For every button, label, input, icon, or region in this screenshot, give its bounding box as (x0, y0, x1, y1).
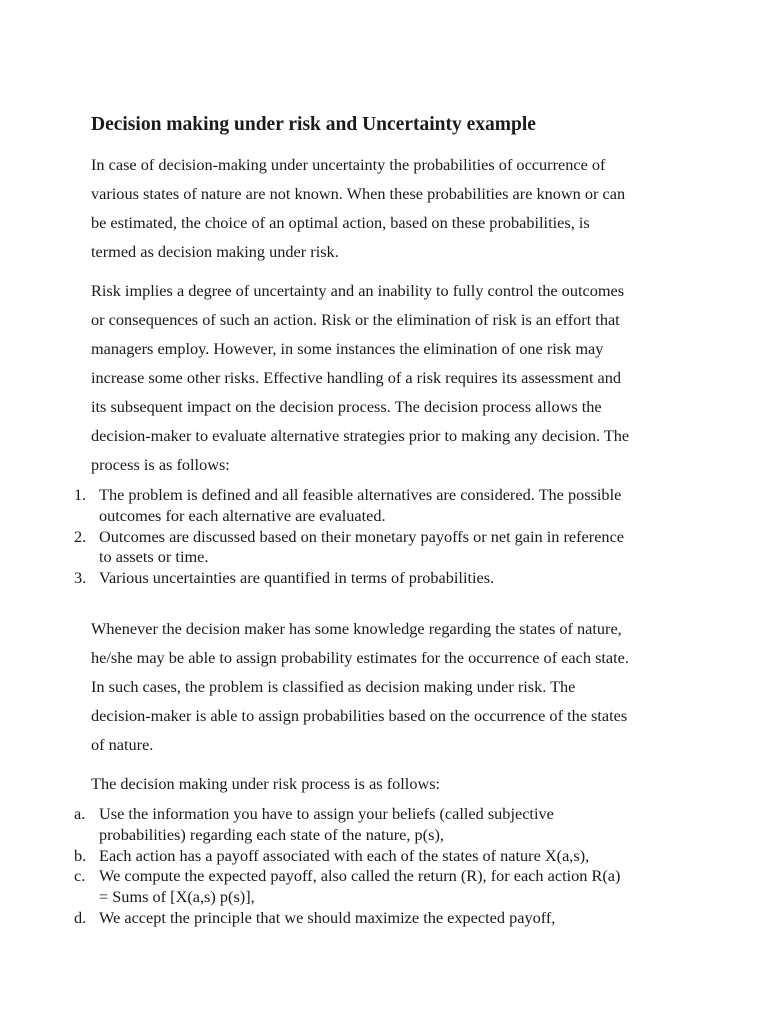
list-item-line: probabilities) regarding each state of the nature, p(s), (99, 824, 444, 844)
paragraph-line: be estimated, the choice of an optimal action, based on these probabilities, is (91, 213, 590, 232)
list-item-line: We compute the expected payoff, also called the return (R), for each action R(a) (99, 866, 621, 886)
paragraph-line: he/she may be able to assign probability estimates for the occurrence of each state. (91, 648, 629, 667)
list-item (0, 568, 768, 589)
list-item-line: Use the information you have to assign your beliefs (called subjective (99, 804, 554, 823)
paragraph-line: In such cases, the problem is classified as decision making under risk. The (91, 677, 576, 696)
list-item-line: We accept the principle that we should maximize the expected payoff, (99, 907, 556, 927)
list-item-line: Outcomes are discussed based on their monetary payoffs or net gain in reference (99, 526, 625, 546)
list-marker: 3. (74, 568, 87, 588)
paragraph-process-intro (91, 769, 691, 798)
list-item (0, 527, 768, 569)
list-item-line: outcomes for each alternative are evaluated. (99, 505, 386, 525)
list-marker: d. (74, 907, 87, 927)
paragraph-risk-definition (91, 276, 691, 479)
paragraph-line: decision-maker is able to assign probabilities based on the occurrence of the states (91, 706, 628, 725)
paragraph-line: In case of decision-making under uncertainty the probabilities of occurrence of (91, 155, 606, 174)
list-item (0, 804, 768, 846)
paragraph-line: process is as follows: (91, 455, 230, 474)
list-item-line: = Sums of [X(a,s) p(s)], (99, 887, 255, 907)
paragraph-line: or consequences of such an action. Risk or the elimination of risk is an effort that (91, 310, 620, 329)
list-item (0, 846, 768, 867)
paragraph-line: its subsequent impact on the decision process. The decision process allows the (91, 397, 602, 416)
paragraph-line: Risk implies a degree of uncertainty and an inability to fully control the outcomes (91, 281, 625, 300)
paragraph-line: increase some other risks. Effective handling of a risk requires its assessment and (91, 368, 622, 387)
numbered-list (0, 485, 768, 589)
list-marker: b. (74, 845, 87, 865)
list-item (0, 908, 768, 929)
list-marker: 1. (74, 485, 87, 504)
list-item-line: Each action has a payoff associated with each of the states of nature X(a,s), (99, 845, 590, 865)
paragraph-line: The decision making under risk process is as follows: (91, 774, 441, 793)
list-marker: 2. (74, 526, 87, 546)
paragraph-line: termed as decision making under risk. (91, 242, 339, 261)
paragraph-line: managers employ. However, in some instances the elimination of one risk may (91, 339, 604, 358)
paragraph-line: of nature. (91, 735, 154, 754)
list-item (0, 485, 768, 527)
paragraph-line: various states of nature are not known. When these probabilities are known or can (91, 184, 626, 203)
paragraph-risk-knowledge (91, 614, 691, 759)
list-item-line: to assets or time. (99, 547, 209, 567)
list-item-line: The problem is defined and all feasible alternatives are considered. The possible (99, 485, 622, 504)
paragraph-uncertainty-intro (91, 150, 691, 266)
list-marker: a. (74, 804, 86, 823)
list-item-line: Various uncertainties are quantified in terms of probabilities. (99, 568, 495, 588)
list-marker: c. (74, 866, 86, 886)
paragraph-line: Whenever the decision maker has some knowledge regarding the states of nature, (91, 619, 622, 638)
lettered-list (0, 804, 768, 929)
document-title: Decision making under risk and Uncertainty example (91, 114, 536, 135)
paragraph-line: decision-maker to evaluate alternative strategies prior to making any decision. The (91, 426, 630, 445)
list-item (0, 866, 768, 908)
